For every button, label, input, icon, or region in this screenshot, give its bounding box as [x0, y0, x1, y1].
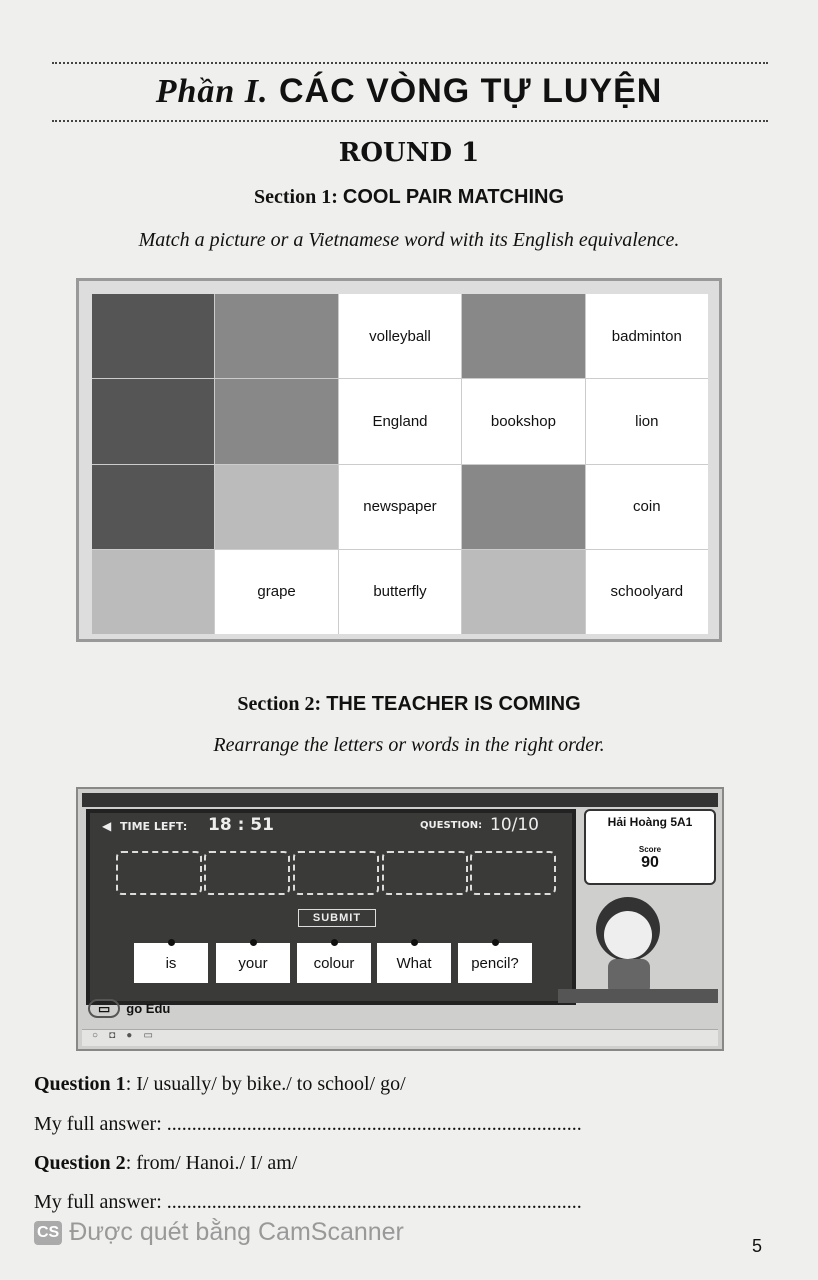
- answer-slot[interactable]: [204, 851, 290, 895]
- section-number: Section 1:: [254, 186, 338, 208]
- word-card[interactable]: is: [134, 943, 208, 983]
- big-ben-photo-icon[interactable]: [462, 465, 584, 549]
- section-title: COOL PAIR MATCHING: [342, 186, 564, 208]
- game-screenshot: [76, 787, 724, 1051]
- match-word-cell[interactable]: badminton: [586, 294, 708, 378]
- answer-dots[interactable]: ...................................................................................: [166, 1113, 582, 1135]
- answer-label: My full answer:: [34, 1113, 167, 1135]
- match-word-cell[interactable]: bookshop: [462, 379, 584, 463]
- bookshop-photo-icon[interactable]: [92, 379, 214, 463]
- score-card: [584, 809, 716, 885]
- answer-slot[interactable]: [293, 851, 379, 895]
- question-2: [34, 1152, 297, 1175]
- question-label: Question 1: [34, 1073, 126, 1095]
- section1-heading: [0, 186, 818, 209]
- answer-slot[interactable]: [470, 851, 556, 895]
- title-prefix: Phần I.: [155, 73, 269, 110]
- match-word-cell[interactable]: coin: [586, 465, 708, 549]
- lion-photo-icon[interactable]: [215, 294, 337, 378]
- answer-line-2[interactable]: [34, 1191, 582, 1214]
- match-word-cell[interactable]: schoolyard: [586, 550, 708, 634]
- answer-slot[interactable]: [116, 851, 202, 895]
- word-card[interactable]: colour: [297, 943, 371, 983]
- logo-text: go Edu: [126, 1001, 171, 1016]
- badminton-photo-icon[interactable]: [92, 465, 214, 549]
- speaker-icon: ◀: [102, 819, 112, 833]
- score-value: 90: [641, 854, 659, 871]
- section2-heading: [0, 693, 818, 716]
- section-title: THE TEACHER IS COMING: [326, 693, 581, 715]
- matching-board: [76, 278, 722, 642]
- match-word-cell[interactable]: England: [339, 379, 461, 463]
- submit-button[interactable]: SUBMIT: [298, 909, 376, 927]
- camscanner-watermark: [34, 1218, 404, 1247]
- divider: [52, 62, 768, 64]
- butterfly-photo-icon[interactable]: [92, 550, 214, 634]
- section2-instruction: Rearrange the letters or words in the right order.: [213, 734, 605, 756]
- section-number: Section 2:: [237, 693, 322, 715]
- time-value: 18 : 51: [208, 815, 274, 835]
- match-word-cell[interactable]: volleyball: [339, 294, 461, 378]
- page-title: [0, 72, 818, 111]
- question-label: QUESTION:: [420, 820, 483, 831]
- match-word-cell[interactable]: newspaper: [339, 465, 461, 549]
- schoolyard-photo-icon[interactable]: [462, 550, 584, 634]
- answer-slot[interactable]: [382, 851, 468, 895]
- answer-line-1[interactable]: [34, 1113, 582, 1136]
- answer-dots[interactable]: ...................................................................................: [166, 1191, 582, 1213]
- question-value: 10/10: [490, 815, 539, 835]
- title-text: CÁC VÒNG TỰ LUYỆN: [278, 72, 663, 110]
- player-name: Hải Hoàng 5A1: [607, 815, 693, 829]
- matching-grid: [92, 294, 708, 634]
- game-top-bar: [82, 793, 718, 807]
- round-heading: ROUND 1: [338, 138, 480, 168]
- match-word-cell[interactable]: grape: [215, 550, 337, 634]
- score-label: Score: [638, 845, 662, 854]
- match-word-cell[interactable]: lion: [586, 379, 708, 463]
- trees-photo-icon[interactable]: [215, 379, 337, 463]
- volleyball-players-photo-icon[interactable]: [92, 294, 214, 378]
- word-card[interactable]: What: [377, 943, 451, 983]
- page-number: 5: [752, 1236, 763, 1256]
- logo-icon: ▭: [88, 999, 120, 1018]
- newspaper-drawing-icon[interactable]: [215, 465, 337, 549]
- question-label: Question 2: [34, 1152, 126, 1174]
- camscanner-logo-icon: CS: [34, 1221, 62, 1245]
- question-text: : from/ Hanoi./ I/ am/: [125, 1152, 298, 1174]
- coins-photo-icon[interactable]: [462, 294, 584, 378]
- time-label: TIME LEFT:: [120, 820, 188, 833]
- go-edu-logo: [88, 1001, 170, 1017]
- match-word-cell[interactable]: butterfly: [339, 550, 461, 634]
- teacher-illustration-icon: [558, 889, 718, 1009]
- word-card[interactable]: your: [216, 943, 290, 983]
- word-card[interactable]: pencil?: [458, 943, 532, 983]
- divider: [52, 120, 768, 122]
- chalkboard: [86, 809, 576, 1005]
- section1-instruction: Match a picture or a Vietnamese word with its English equivalence.: [138, 229, 680, 251]
- watermark-text: Được quét bằng CamScanner: [69, 1218, 404, 1246]
- question-text: : I/ usually/ by bike./ to school/ go/: [125, 1073, 406, 1095]
- answer-label: My full answer:: [34, 1191, 167, 1213]
- taskbar: ○ ◘ ● ▭: [82, 1029, 718, 1046]
- question-1: [34, 1073, 406, 1096]
